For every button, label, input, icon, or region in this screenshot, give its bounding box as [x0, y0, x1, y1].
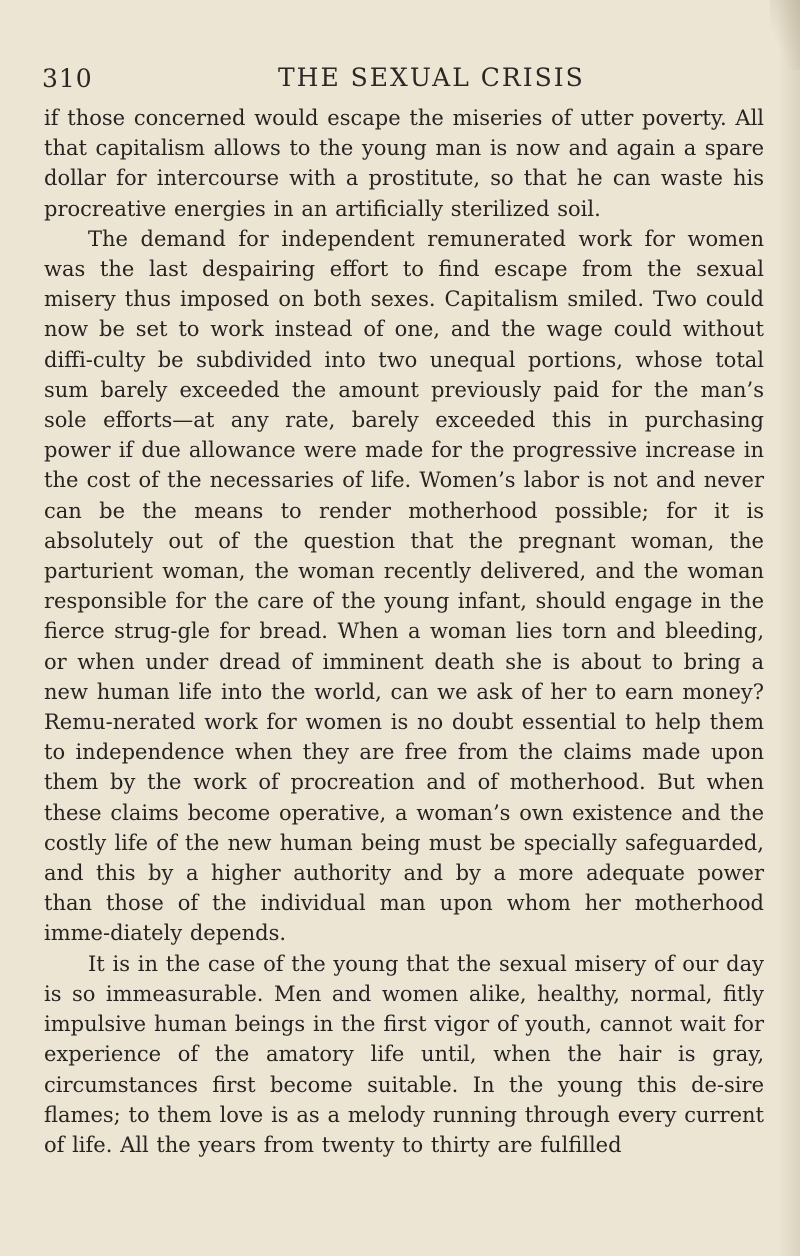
page-number: 310 — [42, 64, 93, 93]
body-text — [44, 103, 764, 1160]
book-title: THE SEXUAL CRISIS — [278, 63, 585, 92]
paragraph-continued: if those concerned would escape the miseries of utter poverty. All that capitalism allows to the young man is now and again a spare dollar for intercourse with a prostitute, so that he can waste his procreative energies in an artificially sterilized soil. — [44, 106, 764, 221]
paragraph: The demand for independent remunerated work for women was the last despairing effort to find escape from the sexual misery thus imposed on both sexes. Capitalism smiled. Two could now be set to work instead of one, and the wage could without diffi-culty be subdivided into two unequal portions, whose total sum barely exceeded the amount previously paid for the man’s sole efforts—at any rate, barely exceeded this in purchasing power if due allowance were made for the progressive increase in the cost of the necessaries of life. Women’s labor is not and never can be the means to render motherhood possible; for it is absolutely out of the question that the pregnant woman, the parturient woman, the woman recently delivered, and the woman responsible for the care of the young infant, should engage in the fierce strug-gle for bread. When a woman lies torn and bleeding, or when under dread of imminent death she is about to bring a new human life into the world, can we ask of her to earn money? Remu-nerated work for women is no doubt essential to help them to independence when they are free from the claims made upon them by the work of procreation and of motherhood. But when these claims become operative, a woman’s own existence and the costly life of the new human being must be specially safeguarded, and this by a higher authority and by a more adequate power than those of the individual man upon whom her motherhood imme-diately depends. — [44, 226, 764, 946]
running-head — [42, 58, 742, 98]
paragraph: It is in the case of the young that the sexual misery of our day is so immeasurable. Men and women alike, healthy, normal, fitly impulsive human beings in the first vigor of youth, cannot wait for experience of the amatory life until, when the hair is gray, circumstances first become suitable. In the young this de-sire flames; to them love is as a melody running through every current of life. All the years from twenty to thirty are fulfilled — [44, 951, 764, 1157]
page-edge-shadow — [778, 0, 800, 1256]
page-corner-shadow — [770, 0, 800, 70]
